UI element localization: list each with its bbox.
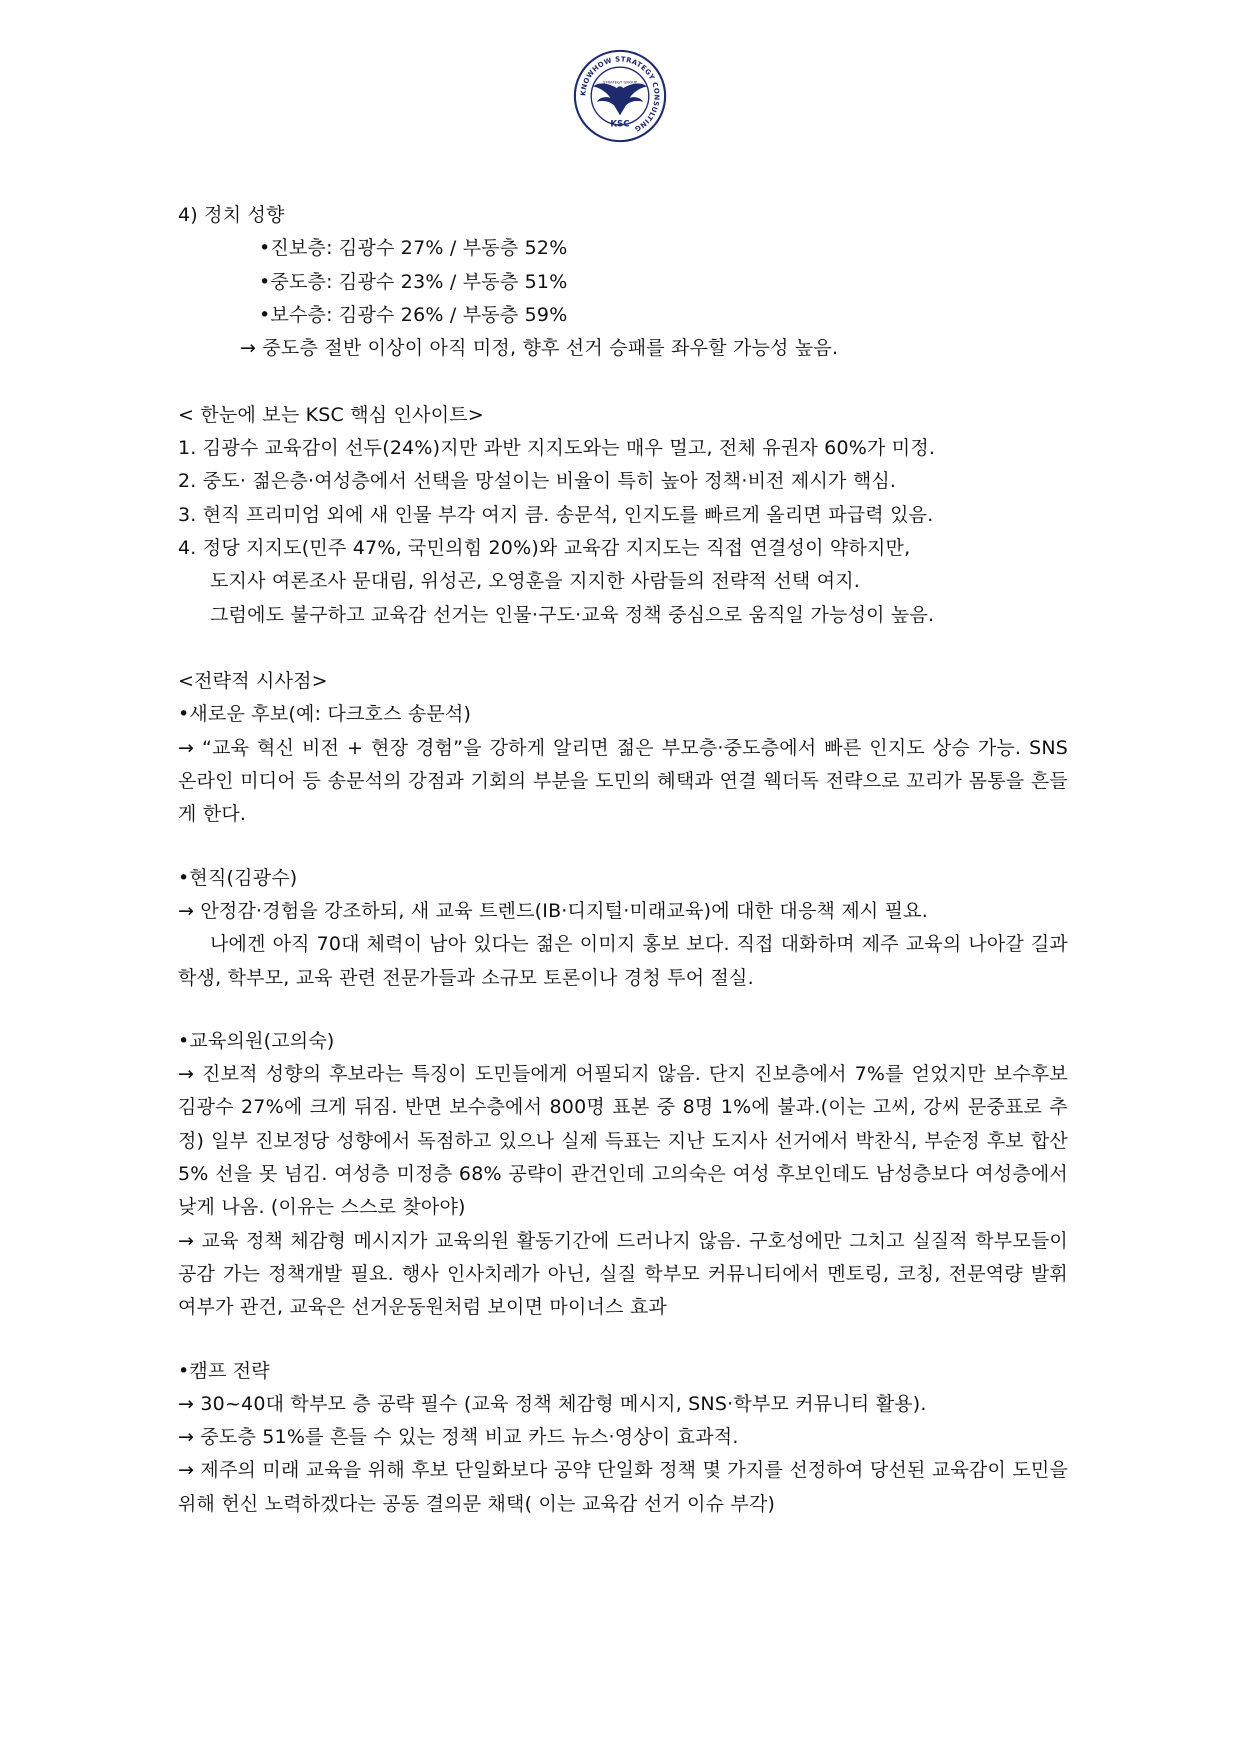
councillor-title: •교육의원(고의숙) (178, 1029, 335, 1052)
section-conclusion: → 중도층 절반 이상이 아직 미정, 향후 선거 승패를 좌우할 가능성 높음. (240, 337, 839, 360)
camp-line: → 중도층 51%를 흔들 수 있는 정책 비교 카드 뉴스·영상이 효과적. (178, 1426, 739, 1449)
new-candidate-body: → “교육 혁신 비전 + 현장 경험”을 강하게 알리면 젊은 부모층·중도층에서 빠른 인지도 상승 가능. SNS 온라인 미디어 등 송문석의 강점과 기회의 부분을 도민의 혜택과 연결 웩더독 전략으로 꼬리가 몸통을 흔들게 한다. (178, 736, 1068, 826)
new-candidate-title: •새로운 후보(예: 다크호스 송문석) (178, 703, 472, 726)
incumbent-line: → 안정감·경험을 강조하되, 새 교육 트렌드(IB·디지털·미래교육)에 대한 대응책 제시 필요. (178, 899, 929, 922)
list-item: •보수층: 김광수 26% / 부동층 59% (259, 303, 568, 326)
insight-item: 1. 김광수 교육감이 선두(24%)지만 과반 지지도와는 매우 멀고, 전체 유권자 60%가 미정. (178, 437, 936, 460)
camp-title: •캠프 전략 (178, 1359, 270, 1382)
eagle-icon (593, 84, 647, 116)
list-item: •진보층: 김광수 27% / 부동층 52% (259, 237, 568, 260)
ksc-logo (572, 48, 668, 144)
document-body (178, 199, 1068, 1521)
insight-item-continuation: 그럼에도 불구하고 교육감 선거는 인물·구도·교육 정책 중심으로 움직일 가능성이 높음. (210, 603, 935, 626)
insight-item: 4. 정당 지지도(민주 47%, 국민의힘 20%)와 교육감 지지도는 직접 연결성이 약하지만, (178, 536, 911, 559)
logo-abbr: KSC (610, 119, 630, 130)
incumbent-body: 나에겐 아직 70대 체력이 남아 있다는 젊은 이미지 홍보 보다. 직접 대화하며 제주 교육의 나아갈 길과 학생, 학부모, 교육 관련 전문가들과 소규모 토론이나 경청 투어 절실. (178, 933, 1068, 989)
strategy-heading: <전략적 시사점> (178, 670, 328, 693)
logo-arc-text: KNOWHOW STRATEGY CONSULTING (579, 55, 661, 134)
camp-line: → 30~40대 학부모 층 공략 필수 (교육 정책 체감형 메시지, SNS·학부모 커뮤니티 활용). (178, 1392, 927, 1415)
insight-item: 3. 현직 프리미엄 외에 새 인물 부각 여지 큼. 송문석, 인지도를 빠르게 올리면 파급력 있음. (178, 503, 934, 526)
list-item: •중도층: 김광수 23% / 부동층 51% (259, 270, 568, 293)
insights-heading: < 한눈에 보는 KSC 핵심 인사이트> (178, 403, 484, 426)
logo-inner-text: STRATEGY GROUP (602, 79, 638, 85)
insight-item: 2. 중도· 젊은층·여성층에서 선택을 망설이는 비율이 특히 높아 정책·비전 제시가 핵심. (178, 470, 897, 493)
section-heading-political: 4) 정치 성향 (178, 204, 285, 226)
councillor-body: → 교육 정책 체감형 메시지가 교육의원 활동기간에 드러나지 않음. 구호성에만 그치고 실질적 학부모들이 공감 가는 정책개발 필요. 행사 인사치레가 아닌, 실질 학부모 커뮤니티에서 멘토링, 코칭, 전문역량 발휘 여부가 관건, 교육은 선거운동원처럼 보이면 마이너스 효과 (178, 1229, 1068, 1319)
insight-item-continuation: 도지사 여론조사 문대림, 위성곤, 오영훈을 지지한 사람들의 전략적 선택 여지. (210, 570, 861, 593)
camp-body: → 제주의 미래 교육을 위해 후보 단일화보다 공약 단일화 정책 몇 가지를 선정하여 당선된 교육감이 도민을 위해 헌신 노력하겠다는 공동 결의문 채택( 이는 교육감 선거 이슈 부각) (178, 1459, 1068, 1515)
incumbent-title: •현직(김광수) (178, 866, 298, 889)
councillor-body: → 진보적 성향의 후보라는 특징이 도민들에게 어필되지 않음. 단지 진보층에서 7%를 얻었지만 보수후보 김광수 27%에 크게 뒤짐. 반면 보수층에서 800명 표본 중 8명 1%에 불과.(이는 고씨, 강씨 문중표로 추정) 일부 진보정당 성향에서 독점하고 있으나 실제 득표는 지난 도지사 선거에서 박찬식, 부순정 후보 합산 5% 선을 못 넘김. 여성층 미정층 68% 공략이 관건인데 고의숙은 여성 후보인데도 남성층보다 여성층에서 낮게 나옴. (이유는 스스로 찾아야) (178, 1063, 1068, 1219)
